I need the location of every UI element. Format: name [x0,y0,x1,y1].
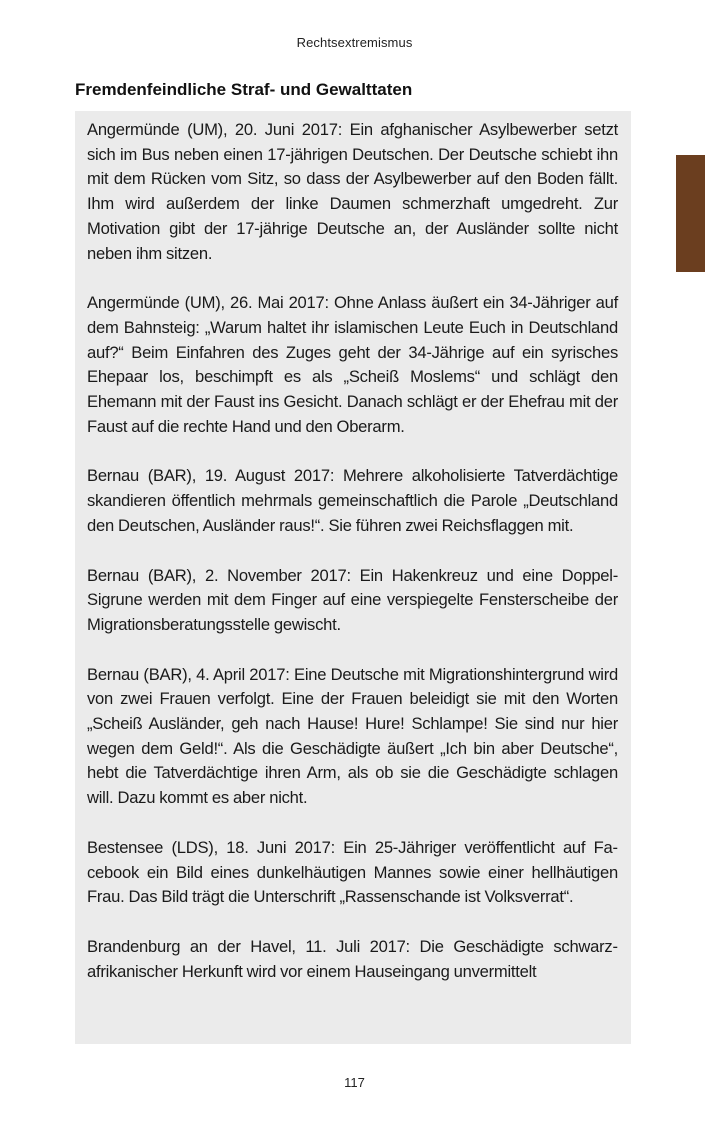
entry-angermuende-mai: Angermünde (UM), 26. Mai 2017: Ohne Anlass äußert ein 34-Jähriger auf dem Bahnsteig: „Warum haltet ihr islamischen Leute Euch in Deutschland auf?“ Beim Einfahren des Zuges geht der 34-Jährige auf ein syrisches Ehepaar los, beschimpft es als „Scheiß Moslems“ und schlägt den Ehemann mit der Faust ins Gesicht. Danach schlägt er der Ehefrau mit der Faust auf die rechte Hand und den Oberarm. [87,293,618,436]
entry-brandenburg-juli: Brandenburg an der Havel, 11. Juli 2017: Die Geschädigte schwarzafrikanischer Herkunft wird vor einem Hauseingang unvermittelt [87,936,618,981]
running-header: Rechtsextremismus [296,35,413,50]
entry-bestensee-juni: Bestensee (LDS), 18. Juni 2017: Ein 25-Jähriger veröffentlicht auf Facebook ein Bild eines dunkelhäutigen Mannes sowie einer hellhäutigen Frau. Das Bild trägt die Unterschrift „Rassenschande ist Volksverrat“. [87,837,618,907]
entry-bernau-april: Bernau (BAR), 4. April 2017: Eine Deutsche mit Migrationshintergrund wird von zwei Frauen verfolgt. Eine der Frauen beleidigt sie mit den Worten „Scheiß Ausländer, geh nach Hause! Hure! Schlampe! Sie sind nur hier wegen dem Geld!“. Als die Geschädigte äußert „Ich bin aber Deutsche“, hebt die Tatverdächtige ihren Arm, als ob sie die Geschädigte schlagen will. Dazu kommt es aber nicht. [87,664,618,808]
page-number: 117 [344,1075,365,1090]
chapter-tab-marker [676,155,705,272]
section-title: Fremdenfeindliche Straf- und Gewalttaten [75,80,413,99]
entry-bernau-november: Bernau (BAR), 2. November 2017: Ein Hakenkreuz und eine Doppel-Sigrune werden mit dem Finger auf eine verspiegelte Fensterscheibe der Migrationsberatungsstelle gewischt. [87,565,618,634]
entry-bernau-august: Bernau (BAR), 19. August 2017: Mehrere alkoholisierte Tatverdächtige skandieren öffentlich mehrmals gemeinschaftlich die Parole „Deutschland den Deutschen, Ausländer raus!“. Sie führen zwei Reichsflaggen mit. [87,466,618,535]
content-box [75,111,631,1044]
entry-angermuende-juni: Angermünde (UM), 20. Juni 2017: Ein afghanischer Asylbewerber setzt sich im Bus neben einen 17-jährigen Deutschen. Der Deutsche schiebt ihn mit dem Rücken vom Sitz, so dass der Asylbewerber auf den Boden fällt. Ihm wird außerdem der linke Daumen schmerzhaft umgedreht. Zur Motivation gibt der 17-jährige Deutsche an, der Ausländer sollte nicht neben ihm sitzen. [87,120,618,263]
